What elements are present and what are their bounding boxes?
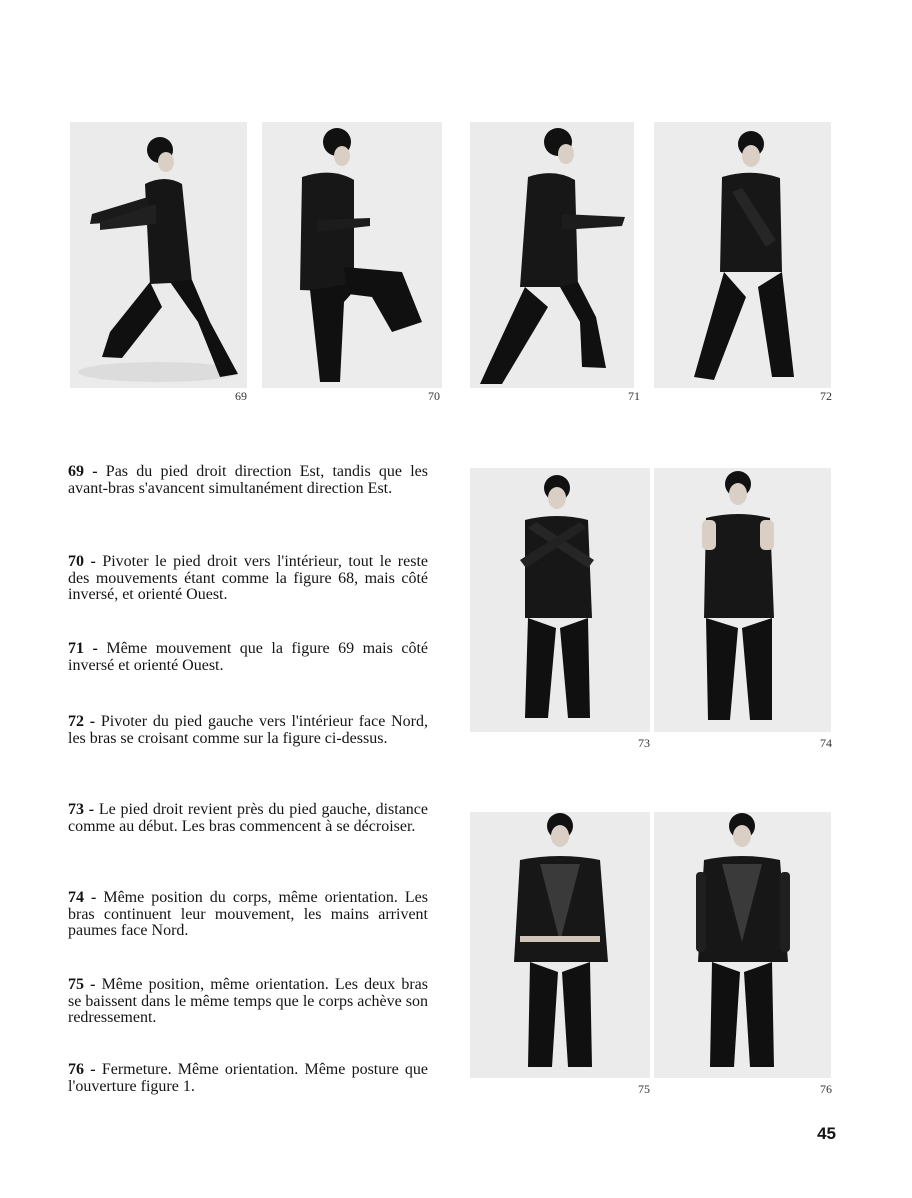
figure-label-70: 70: [428, 389, 440, 403]
figure-76-pose: [654, 812, 831, 1078]
description-text: Même mouvement que la figure 69 mais côté inversé et orienté Ouest.: [68, 640, 429, 674]
figure-label-72: 72: [820, 389, 832, 403]
description-number: 71 -: [68, 640, 98, 657]
description-number: 73 -: [68, 801, 95, 818]
figure-73-pose: [470, 468, 650, 732]
description-71: [68, 641, 428, 674]
description-70: [68, 554, 428, 604]
photo-figure-75: [470, 812, 650, 1078]
figure-69-pose: [70, 122, 247, 388]
figure-74-pose: [654, 468, 831, 732]
description-number: 69 -: [68, 463, 98, 480]
figure-75-pose: [470, 812, 650, 1078]
photo-figure-69: [70, 122, 247, 388]
description-text: Pas du pied droit direction Est, tandis que les avant-bras s'avancent simultanément direction Est.: [68, 463, 428, 497]
description-76: [68, 1062, 428, 1095]
description-number: 72 -: [68, 713, 96, 730]
description-text: Fermeture. Même orientation. Même posture que l'ouverture figure 1.: [68, 1061, 429, 1095]
description-text: Pivoter le pied droit vers l'intérieur, tout le reste des mouvements étant comme la figure 68, mais côté inversé, et orienté Ouest.: [68, 553, 428, 603]
figure-label-74: 74: [820, 736, 832, 750]
description-number: 70 -: [68, 553, 96, 570]
description-69: [68, 464, 428, 497]
description-text: Même position, même orientation. Les deux bras se baissent dans le même temps que le corps achève son redressement.: [68, 976, 429, 1026]
figure-label-69: 69: [235, 389, 247, 403]
figure-70-pose: [262, 122, 442, 388]
figure-71-pose: [470, 122, 634, 388]
photo-figure-72: [654, 122, 831, 388]
figure-72-pose: [654, 122, 831, 388]
figure-label-75: 75: [638, 1082, 650, 1096]
photo-figure-76: [654, 812, 831, 1078]
page-number: 45: [817, 1124, 836, 1143]
photo-figure-71: [470, 122, 634, 388]
description-number: 76 -: [68, 1061, 96, 1078]
photo-figure-73: [470, 468, 650, 732]
description-72: [68, 714, 428, 747]
description-text: Même position du corps, même orientation. Les bras continuent leur mouvement, les mains arrivent paumes face Nord.: [68, 889, 428, 939]
description-text: Le pied droit revient près du pied gauche, distance comme au début. Les bras commencent à se décroiser.: [68, 801, 429, 835]
figure-label-76: 76: [820, 1082, 832, 1096]
description-number: 75 -: [68, 976, 96, 993]
figure-label-73: 73: [638, 736, 650, 750]
description-73: [68, 802, 428, 835]
description-text: Pivoter du pied gauche vers l'intérieur face Nord, les bras se croisant comme sur la figure ci-dessus.: [68, 713, 429, 747]
photo-figure-70: [262, 122, 442, 388]
figure-label-71: 71: [628, 389, 640, 403]
description-75: [68, 977, 428, 1027]
photo-figure-74: [654, 468, 831, 732]
description-74: [68, 890, 428, 940]
description-number: 74 -: [68, 889, 97, 906]
